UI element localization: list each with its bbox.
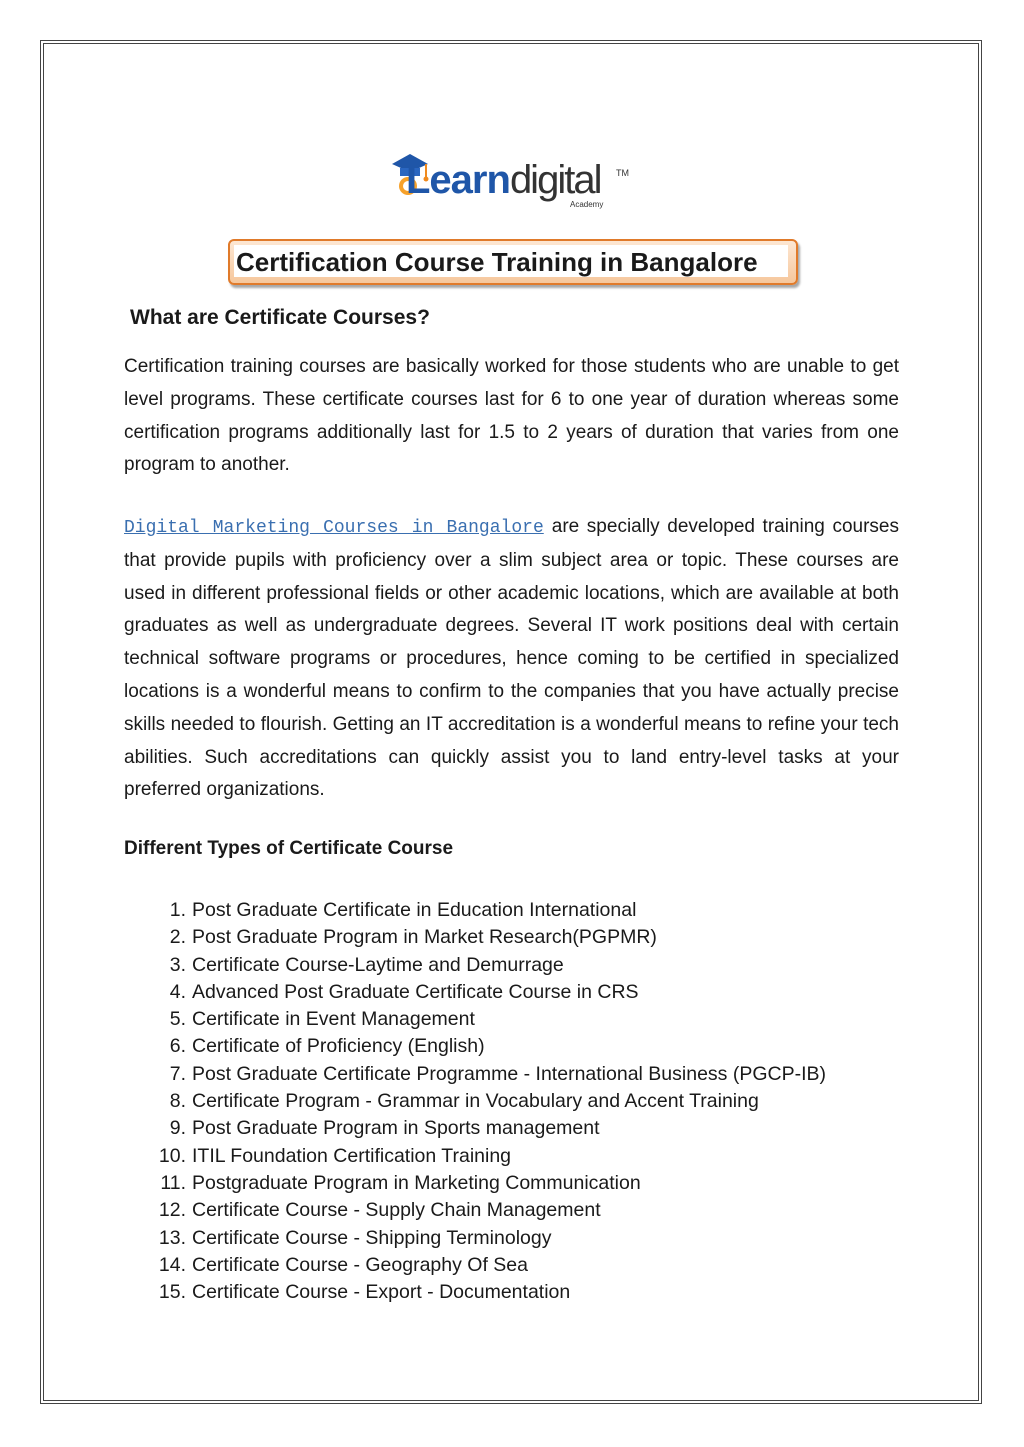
list-item-number: 11. <box>160 1171 186 1194</box>
list-item-number: 6. <box>169 1035 186 1058</box>
list-item-text: Post Graduate Program in Market Research(PGPMR) <box>192 926 657 949</box>
section-heading-certificate-courses: What are Certificate Courses? <box>130 306 430 329</box>
list-item-number: 2. <box>169 926 186 949</box>
intro-paragraph: Certification training courses are basically worked for those students who are unable to get level programs. These certificate courses last for 6 to one year of duration whereas some certification programs additionally last for 1.5 to 2 years of duration that varies from one program to another. <box>124 356 899 476</box>
list-item-text: ITIL Foundation Certification Training <box>192 1144 512 1167</box>
list-item-number: 4. <box>169 980 186 1003</box>
logo-wordmark <box>406 160 600 200</box>
list-item-number: 13. <box>158 1226 186 1249</box>
title-banner <box>228 239 798 285</box>
list-item-text: Certificate in Event Management <box>192 1008 475 1031</box>
list-item-text: Certificate Program - Grammar in Vocabulary and Accent Training <box>192 1090 759 1113</box>
list-item <box>150 897 826 924</box>
list-item <box>150 1088 826 1115</box>
list-item <box>150 1115 826 1142</box>
list-item-text: Certificate Course - Supply Chain Management <box>192 1199 601 1222</box>
logo-digital: digital <box>509 158 601 202</box>
list-item-text: Advanced Post Graduate Certificate Course in CRS <box>192 980 639 1003</box>
list-item-text: Certificate Course - Shipping Terminology <box>192 1226 552 1249</box>
list-item-number: 8. <box>169 1090 186 1113</box>
list-item-number: 3. <box>169 953 186 976</box>
list-item-text: Post Graduate Certificate Programme - International Business (PGCP-IB) <box>192 1062 826 1085</box>
list-item <box>150 1061 826 1088</box>
certificate-course-list <box>150 897 826 1306</box>
list-item-number: 5. <box>169 1008 186 1031</box>
page-title: Certification Course Training in Bangalore <box>236 247 758 277</box>
list-item <box>150 1197 826 1224</box>
logo-trademark: TM <box>616 168 629 178</box>
logo-learn: Learn <box>406 158 510 202</box>
list-item <box>150 952 826 979</box>
list-item <box>150 1006 826 1033</box>
list-item <box>150 924 826 951</box>
list-item-number: 10. <box>158 1144 186 1167</box>
list-item-text: Post Graduate Certificate in Education International <box>192 899 637 921</box>
list-item-text: Post Graduate Program in Sports management <box>192 1117 600 1140</box>
section-heading-types: Different Types of Certificate Course <box>124 838 454 859</box>
list-item <box>150 1033 826 1060</box>
list-item-number: 12. <box>158 1199 186 1222</box>
list-item <box>150 1170 826 1197</box>
list-item-text: Certificate of Proficiency (English) <box>192 1035 485 1058</box>
list-item-number: 1. <box>169 899 186 921</box>
list-item-number: 14. <box>158 1253 186 1276</box>
list-item <box>150 979 826 1006</box>
list-item-number: 9. <box>169 1117 186 1140</box>
digital-marketing-paragraph <box>124 511 899 807</box>
list-item <box>150 1252 826 1279</box>
list-item <box>150 1225 826 1252</box>
list-item <box>150 1279 826 1306</box>
list-item-text: Postgraduate Program in Marketing Communication <box>192 1171 641 1194</box>
list-item-number: 15. <box>158 1281 186 1304</box>
learn-digital-logo <box>388 148 638 216</box>
list-item-text: Certificate Course-Laytime and Demurrage <box>192 953 564 976</box>
logo-academy: Academy <box>570 200 604 209</box>
digital-marketing-paragraph-text: are specially developed training courses that provide pupils with proficiency over a slim subject area or topic. These courses are used in different professional fields or other academic locations, which are available at both graduates as well as undergraduate degrees. Several IT work positions deal with certain technical software programs or procedures, hence coming to be certified in specialized locations is a wonderful means to confirm to the companies that you have actually precise skills needed to flourish. Getting an IT accreditation is a wonderful means to refine your tech abilities. Such accreditations can quickly assist you to land entry-level tasks at your preferred organizations. <box>124 516 899 801</box>
list-item-text: Certificate Course - Export - Documentation <box>192 1281 571 1304</box>
list-item-number: 7. <box>169 1062 186 1085</box>
list-item-text: Certificate Course - Geography Of Sea <box>192 1253 528 1276</box>
list-item <box>150 1143 826 1170</box>
digital-marketing-link[interactable]: Digital Marketing Courses in Bangalore <box>124 518 544 538</box>
